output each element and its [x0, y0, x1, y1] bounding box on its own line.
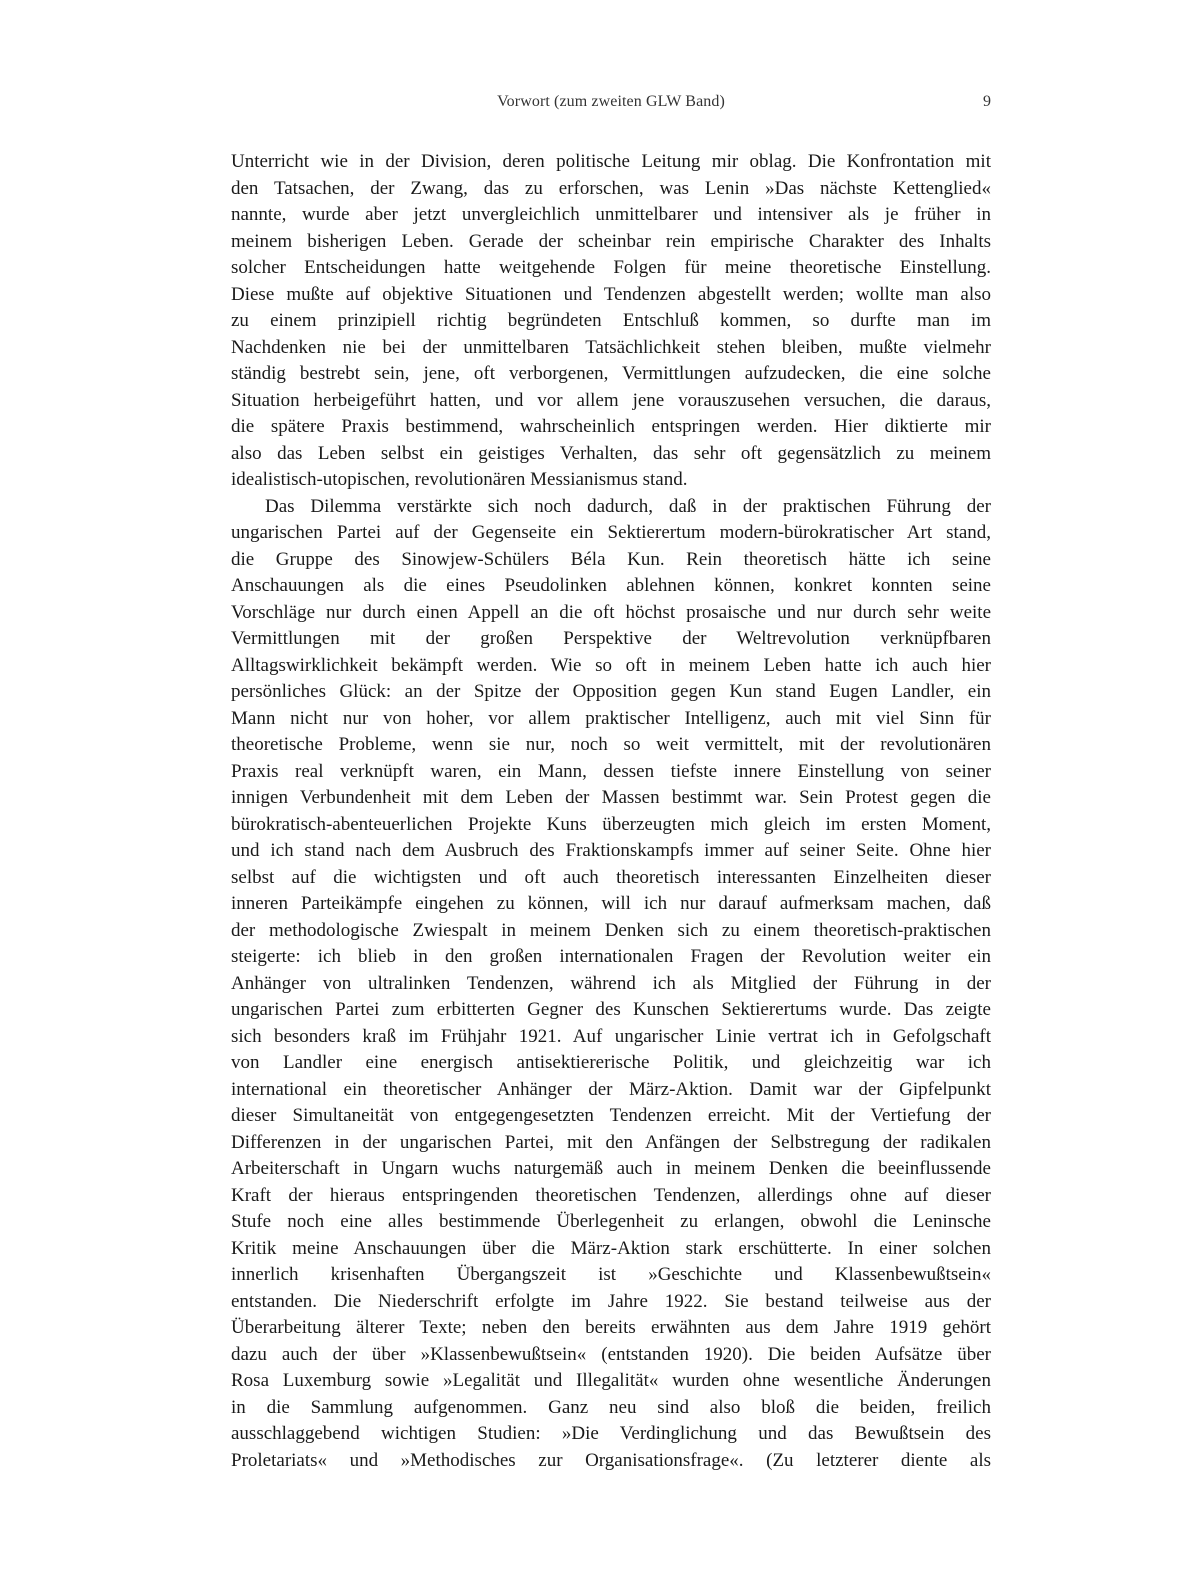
- text-line: und ich stand nach dem Ausbruch des Fraktionskampfs immer auf seiner Seite. Ohne hier: [231, 840, 991, 861]
- text-line: dieser Simultaneität von entgegengesetzten Tendenzen erreicht. Mit der Vertiefung der: [231, 1105, 991, 1126]
- text-line: Alltagswirklichkeit bekämpft werden. Wie so oft in meinem Leben hatte ich auch hier: [231, 654, 991, 676]
- text-line: die Gruppe des Sinowjew-Schülers Béla Kun. Rein theoretisch hätte ich seine: [231, 548, 991, 570]
- text-line: Differenzen in der ungarischen Partei, mit den Anfängen der Selbstregung der radikalen: [231, 1131, 991, 1153]
- text-line: in die Sammlung aufgenommen. Ganz neu sind also bloß die beiden, freilich: [231, 1396, 991, 1418]
- text-line: ungarischen Partei zum erbitterten Gegner des Kunschen Sektierertums wurde. Das zeigte: [231, 999, 991, 1020]
- text-line: Unterricht wie in der Division, deren politische Leitung mir oblag. Die Konfrontation mit: [231, 151, 991, 172]
- text-line: Kraft der hieraus entspringenden theoretischen Tendenzen, allerdings ohne auf dieser: [231, 1184, 991, 1206]
- text-line: steigerte: ich blieb in den großen internationalen Fragen der Revolution weiter ein: [231, 946, 991, 967]
- paragraph: [231, 494, 991, 1475]
- text-line: Kritik meine Anschauungen über die März-Aktion stark erschütterte. In einer solchen: [231, 1237, 991, 1259]
- text-line: Rosa Luxemburg sowie »Legalität und Illegalität« wurden ohne wesentliche Änderungen: [231, 1370, 991, 1391]
- text-line: meinem bisherigen Leben. Gerade der scheinbar rein empirische Charakter des Inhalts: [231, 230, 991, 252]
- text-line: Diese mußte auf objektive Situationen und Tendenzen abgestellt werden; wollte man also: [231, 283, 991, 305]
- text-line: der methodologische Zwiespalt in meinem Denken sich zu einem theoretisch-praktischen: [231, 919, 991, 941]
- text-line: den Tatsachen, der Zwang, das zu erforschen, was Lenin »Das nächste Kettenglied«: [231, 177, 991, 199]
- text-line: dazu auch der über »Klassenbewußtsein« (entstanden 1920). Die beiden Aufsätze über: [231, 1343, 991, 1365]
- text-line: ständig bestrebt sein, jene, oft verborgenen, Vermittlungen aufzudecken, die eine solche: [231, 363, 991, 384]
- text-line: theoretische Probleme, wenn sie nur, noch so weit vermittelt, mit der revolutionären: [231, 734, 991, 755]
- header-title: Vorwort (zum zweiten GLW Band): [497, 93, 725, 110]
- body-text: [231, 149, 991, 1474]
- text-line: Anschauungen als die eines Pseudolinken ablehnen können, konkret konnten seine: [231, 575, 991, 596]
- text-line: idealistisch-utopischen, revolutionären Messianismus stand.: [231, 469, 688, 490]
- text-line: ungarischen Partei auf der Gegenseite ein Sektierertum modern-bürokratischer Art stand,: [231, 522, 991, 543]
- text-line: selbst auf die wichtigsten und oft auch theoretisch interessanten Einzelheiten dieser: [231, 866, 991, 888]
- running-header: [231, 93, 991, 117]
- text-line: Anhänger von ultralinken Tendenzen, während ich als Mitglied der Führung in der: [231, 972, 991, 994]
- text-line: inneren Parteikämpfe eingehen zu können, will ich nur darauf aufmerksam machen, daß: [231, 893, 991, 914]
- text-line: Überarbeitung älterer Texte; neben den bereits erwähnten aus dem Jahre 1919 gehört: [231, 1317, 991, 1338]
- text-line: entstanden. Die Niederschrift erfolgte im Jahre 1922. Sie bestand teilweise aus der: [231, 1290, 991, 1312]
- text-line: international ein theoretischer Anhänger der März-Aktion. Damit war der Gipfelpunkt: [231, 1078, 991, 1100]
- text-line: bürokratisch-abenteuerlichen Projekte Kuns überzeugten mich gleich im ersten Moment,: [231, 813, 991, 835]
- text-line: innigen Verbundenheit mit dem Leben der Massen bestimmt war. Sein Protest gegen die: [231, 787, 991, 808]
- text-line: Praxis real verknüpft waren, ein Mann, dessen tiefste innere Einstellung von seiner: [231, 760, 991, 782]
- text-line: ausschlaggebend wichtigen Studien: »Die Verdinglichung und das Bewußtsein des: [231, 1423, 991, 1444]
- text-line: Situation herbeigeführt hatten, und vor allem jene vorauszusehen versuchen, die daraus,: [231, 389, 991, 411]
- text-line: von Landler eine energisch antisektiererische Politik, und gleichzeitig war ich: [231, 1052, 991, 1073]
- text-line: Mann nicht nur von hoher, vor allem praktischer Intelligenz, auch mit viel Sinn für: [231, 707, 991, 729]
- text-line: Das Dilemma verstärkte sich noch dadurch, daß in der praktischen Führung der: [265, 495, 991, 517]
- text-line: Proletariats« und »Methodisches zur Organisationsfrage«. (Zu letzterer diente als: [231, 1449, 991, 1471]
- text-line: also das Leben selbst ein geistiges Verhalten, das sehr oft gegensätzlich zu meinem: [231, 442, 991, 464]
- text-line: Nachdenken nie bei der unmittelbaren Tatsächlichkeit stehen bleiben, mußte vielmehr: [231, 336, 991, 358]
- page-number: 9: [983, 93, 991, 110]
- text-line: die spätere Praxis bestimmend, wahrscheinlich entspringen werden. Hier diktierte mir: [231, 416, 991, 437]
- text-line: Vorschläge nur durch einen Appell an die oft höchst prosaische und nur durch sehr weite: [231, 601, 991, 623]
- text-line: zu einem prinzipiell richtig begründeten Entschluß kommen, so durfte man im: [231, 310, 991, 331]
- text-line: Stufe noch eine alles bestimmende Überlegenheit zu erlangen, obwohl die Leninsche: [231, 1211, 991, 1232]
- text-line: Vermittlungen mit der großen Perspektive der Weltrevolution verknüpfbaren: [231, 628, 991, 649]
- text-line: Arbeiterschaft in Ungarn wuchs naturgemäß auch in meinem Denken die beeinflussende: [231, 1158, 991, 1179]
- text-line: nannte, wurde aber jetzt unvergleichlich unmittelbarer und intensiver als je früher in: [231, 204, 991, 225]
- text-line: solcher Entscheidungen hatte weitgehende Folgen für meine theoretische Einstellung.: [231, 257, 991, 278]
- text-line: persönliches Glück: an der Spitze der Opposition gegen Kun stand Eugen Landler, ein: [231, 681, 991, 702]
- text-line: sich besonders kraß im Frühjahr 1921. Auf ungarischer Linie vertrat ich in Gefolgschaft: [231, 1025, 991, 1047]
- paragraph: [231, 149, 991, 494]
- text-line: innerlich krisenhaften Übergangszeit ist »Geschichte und Klassenbewußtsein«: [231, 1264, 991, 1285]
